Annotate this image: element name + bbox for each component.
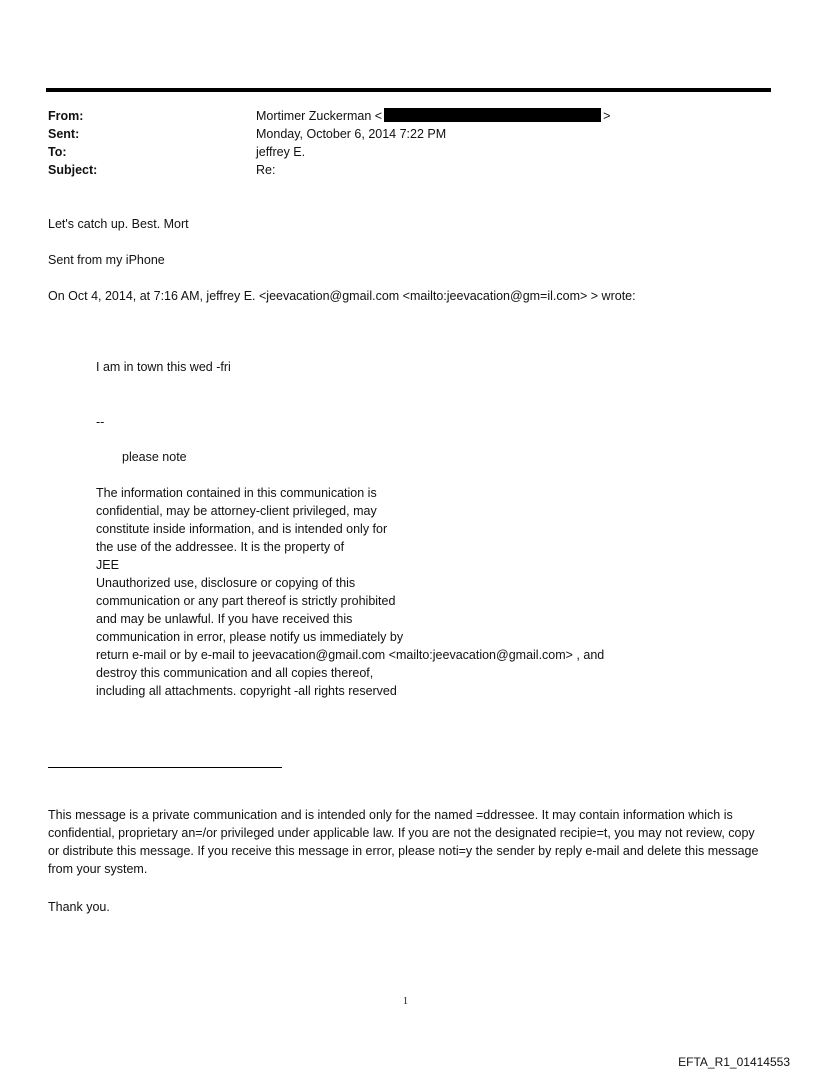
redaction-bar: [384, 108, 601, 122]
document-id: EFTA_R1_01414553: [678, 1055, 790, 1069]
footer-divider: [48, 767, 282, 768]
disclaimer-line: communication or any part thereof is strictly prohibited: [96, 594, 396, 608]
signature-separator: --: [96, 415, 105, 429]
confidentiality-notice: This message is a private communication and is intended only for the named =ddressee. It may contain information which is confidential, proprietary an=/or privileged under applicable law. If you are not the designated recipie=t, you may not review, copy or distribute this message. If you receive this message in error, please noti=y the sender by reply e-mail and delete this message from your system.: [48, 808, 759, 876]
disclaimer-line: destroy this communication and all copies thereof,: [96, 666, 374, 680]
to-label: To:: [48, 145, 67, 159]
body-line: Let's catch up. Best. Mort: [48, 217, 189, 231]
disclaimer-line: communication in error, please notify us immediately by: [96, 630, 404, 644]
subject-label: Subject:: [48, 163, 98, 177]
disclaimer-line: and may be unlawful. If you have received this: [96, 612, 353, 626]
page-number: 1: [403, 996, 408, 1007]
disclaimer-line: JEE: [96, 558, 119, 572]
to-value: jeffrey E.: [256, 145, 306, 159]
from-close: >: [603, 109, 611, 123]
disclaimer-line: confidential, may be attorney-client privileged, may: [96, 504, 377, 518]
subject-value: Re:: [256, 163, 276, 177]
disclaimer-line: return e-mail or by e-mail to jeevacation@gmail.com <mailto:jeevacation@gmail.com> , and: [96, 648, 605, 662]
thank-you: Thank you.: [48, 900, 110, 914]
quoted-message: I am in town this wed -fri: [96, 360, 231, 374]
from-label: From:: [48, 109, 84, 123]
disclaimer-line: constitute inside information, and is intended only for: [96, 522, 388, 536]
disclaimer-line: the use of the addressee. It is the property of: [96, 540, 345, 554]
sent-label: Sent:: [48, 127, 80, 141]
disclaimer-line: including all attachments. copyright -all rights reserved: [96, 684, 397, 698]
header-rule: [46, 88, 771, 92]
sent-value: Monday, October 6, 2014 7:22 PM: [256, 127, 447, 141]
disclaimer-line: The information contained in this communication is: [96, 486, 377, 500]
reply-attribution: On Oct 4, 2014, at 7:16 AM, jeffrey E. <jeevacation@gmail.com <mailto:jeevacation@gm=il.com> > wrote:: [48, 289, 636, 303]
disclaimer-line: Unauthorized use, disclosure or copying of this: [96, 576, 356, 590]
from-value: [256, 107, 610, 125]
body-line: Sent from my iPhone: [48, 253, 165, 267]
please-note: please note: [122, 450, 187, 464]
from-name: Mortimer Zuckerman <: [256, 109, 383, 123]
